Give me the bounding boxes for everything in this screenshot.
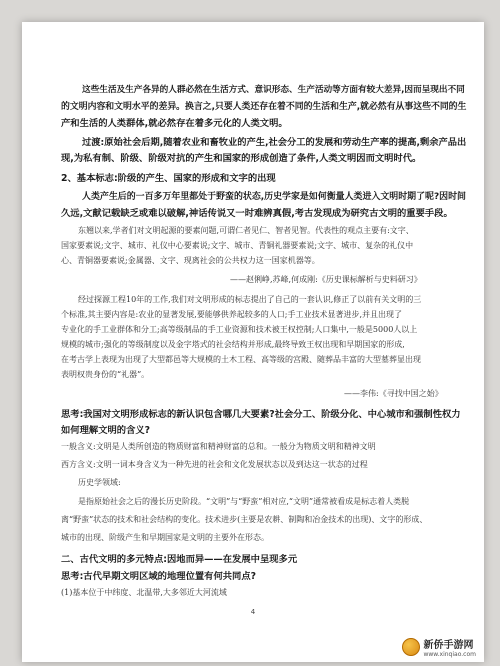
section-heading: 二、古代文明的多元特点:因地而异——在发展中呈现多元: [61, 554, 298, 565]
answer-line: (1)基本位于中纬度、北温带,大多邻近大河流域: [61, 588, 227, 597]
paragraph-line: 久远,文献记载缺乏或难以破解,神话传说又一时难辨真假,考古发现成为研究古文明的重要手段。: [61, 208, 453, 219]
paragraph-line: 产和生活的人类群体,就必然存在着多元化的人类文明。: [61, 118, 288, 129]
paragraph-line: 过渡:原始社会后期,随着农业和畜牧业的产生,社会分工的发展和劳动生产率的提高,剩余产品出: [82, 137, 467, 148]
question-line: 如何理解文明的含义?: [61, 425, 151, 436]
definition-line: 西方含义:文明一词本身含义为一种先进的社会和文化发展状态以及到达这一状态的过程: [61, 460, 368, 469]
quote-line: 规模的城市;强化的等级制度以及金字塔式的社会结构并形成,最终导致王权出现和早期国家的形成,: [61, 340, 405, 349]
quote-source: ——赵俐峥,苏峰,何成刚:《历史课标解析与史料研习》: [230, 275, 422, 284]
page-number: 4: [250, 608, 256, 616]
definition-line: 历史学领域:: [78, 478, 121, 487]
section-heading: 2、基本标志:阶级的产生、国家的形成和文字的出现: [61, 173, 276, 184]
quote-line: 经过探源工程10年的工作,我们对文明形成的标志提出了自己的一套认识,修正了以前有关文明的三: [78, 295, 422, 304]
question-line: 思考:古代早期文明区域的地理位置有何共同点?: [61, 571, 257, 582]
watermark-title: 新侨手游网: [423, 640, 474, 651]
paragraph-line: 这些生活及生产各异的人群必然在生活方式、意识形态、生产活动等方面有较大差异,因而呈现出不同: [82, 85, 465, 95]
question-line: 思考:我国对文明形成标志的新认识包含哪几大要素?社会分工、阶级分化、中心城市和强制性权力: [61, 409, 461, 420]
quote-line: 心、青铜器要素说;金属器、文字、现离社会的公共权力这一国家机器等。: [61, 256, 320, 265]
watermark-logo-icon: [402, 638, 420, 656]
definition-line: 城市的出现、阶级产生和早期国家是文明的主要外在形态。: [61, 533, 269, 542]
paragraph-line: 现,为私有制、阶级、阶级对抗的产生和国家的形成创造了条件,人类文明因而文明时代。: [61, 153, 422, 164]
quote-line: 在考古学上表现为出现了大型都邑等大规模的土木工程、高等级的宫殿、随葬品丰富的大型墓葬显出现: [61, 355, 421, 364]
document-page: [22, 22, 484, 662]
watermark-subtitle: www.xinqiao.com: [423, 651, 476, 658]
quote-line: 东翘以来,学者们对文明起源的要素问题,可谓仁者见仁、智者见智。代表性的观点主要有:文字、: [78, 226, 414, 235]
definition-line: 一般含义:文明是人类所创造的物质财富和精神财富的总和。一般分为物质文明和精神文明: [61, 442, 376, 451]
paragraph-line: 人类产生后的一百多万年里都处于野蛮的状态,历史学家是如何衡量人类进入文明时期了呢?因时间: [82, 192, 466, 202]
definition-line: 离“野蛮”状态的技术和社会结构的变化。技术进步(主要是农耕、制陶和冶金技术的出现)、文字的形成、: [61, 515, 428, 524]
quote-line: 国家要素说;文字、城市、礼仪中心要素说;文字、城市、青铜礼器要素说;文字、城市、复杂的礼仪中: [61, 241, 414, 250]
definition-line: 是指原始社会之后的漫长历史阶段。“文明”与“野蛮”相对应,“文明”通常被看成是标志着人类脱: [78, 497, 410, 506]
quote-line: 专业化的手工业群体和分工;高等级制品的手工业资源和技术被王权控制;人口集中,一般是5000人以上: [61, 325, 418, 334]
quote-source: ——李伟:《寻找中国之始》: [344, 389, 443, 398]
watermark: [402, 636, 476, 658]
quote-line: 表明权贵身份的“礼器”。: [61, 370, 150, 379]
quote-line: 个标准,其主要内容是:农业的显著发展,要能够供养起较多的人口;手工业技术显著进步,并且出现了: [61, 310, 403, 319]
paragraph-line: 的文明内容和文明水平的差异。换言之,只要人类还存在着不同的生活和生产,就必然有从事这些不同的生: [61, 102, 467, 112]
